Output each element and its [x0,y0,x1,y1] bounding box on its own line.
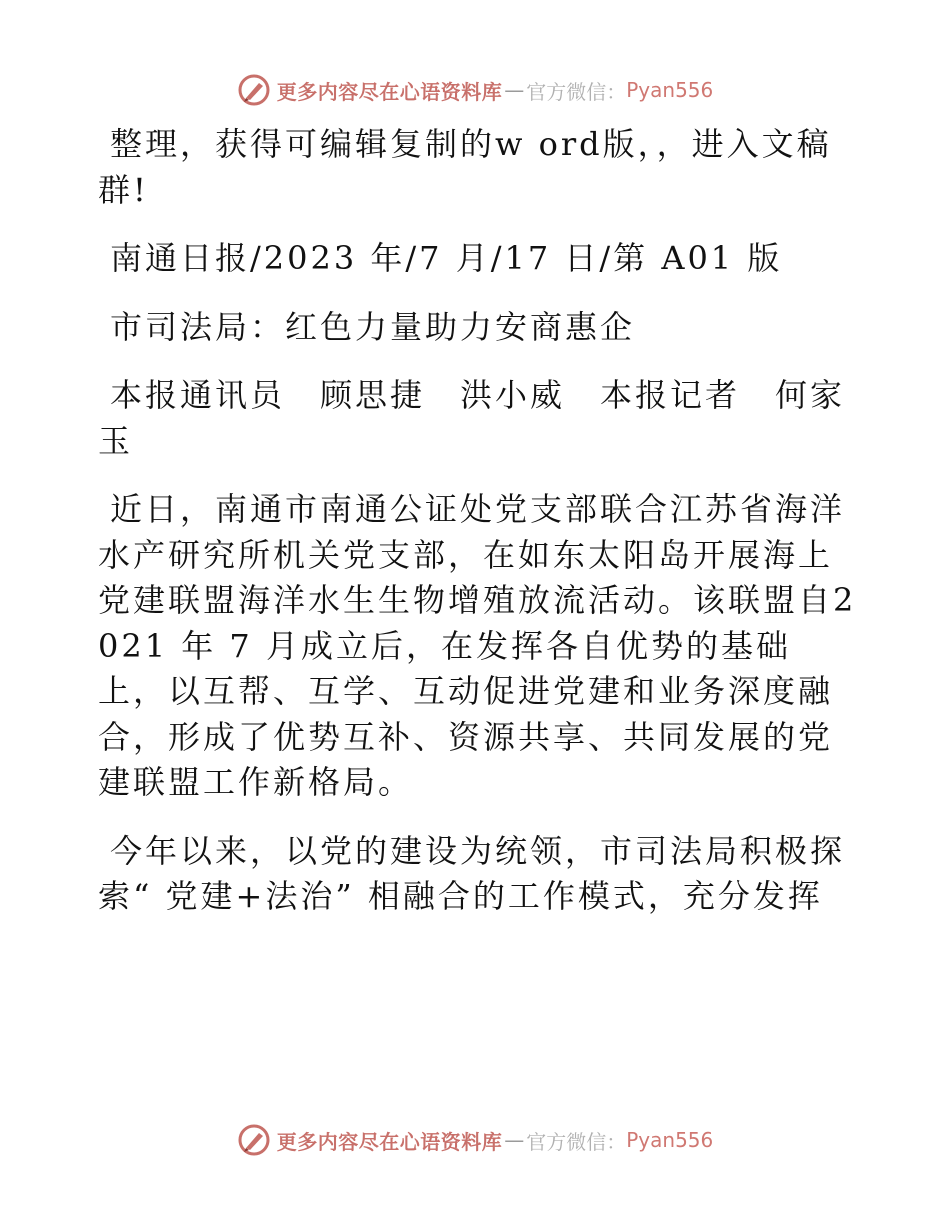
watermark-main-text: 更多内容尽在心语资料库 [276,1129,503,1154]
document-body [98,122,858,943]
watermark-main-text: 更多内容尽在心语资料库 [276,79,503,104]
watermark-sub-text: 官方微信： [526,79,627,104]
watermark-separator: — [504,1128,525,1152]
pen-seal-icon [237,1123,271,1157]
headline: 市司法局：红色力量助力安商惠企 [110,307,636,346]
intro-text: 整理，获得可编辑复制的w ord版，，进入文稿群! [98,125,832,209]
pen-seal-icon [237,73,271,107]
source-line: 南通日报/2023 年/7 月/17 日/第 A01 版 [110,239,783,277]
watermark-wechat-id: Pyan556 [626,78,714,102]
paragraph-1: 近日，南通市南通公证处党支部联合江苏省海洋水产研究所机关党支部，在如东太阳岛开展海上党建联盟海洋水生生物增殖放流活动。该联盟自2021 年 7 月成立后，在发挥各自优势的基础上，以互帮、互学、互动促进党建和业务深度融合，形成了优势互补、资源共享、共同发展的党建联盟工作新格局。 [98,490,857,801]
header-watermark [0,70,950,110]
watermark-wechat-id: Pyan556 [626,1128,714,1152]
watermark-separator: — [504,78,525,102]
paragraph-2: 今年以来，以党的建设为统领，市司法局积极探索“ 党建+法治” 相融合的工作模式，充分发挥 [98,831,846,915]
watermark-sub-text: 官方微信： [526,1129,627,1154]
footer-watermark [0,1120,950,1160]
byline: 本报通讯员 顾思捷 洪小威 本报记者 何家玉 [98,376,846,460]
